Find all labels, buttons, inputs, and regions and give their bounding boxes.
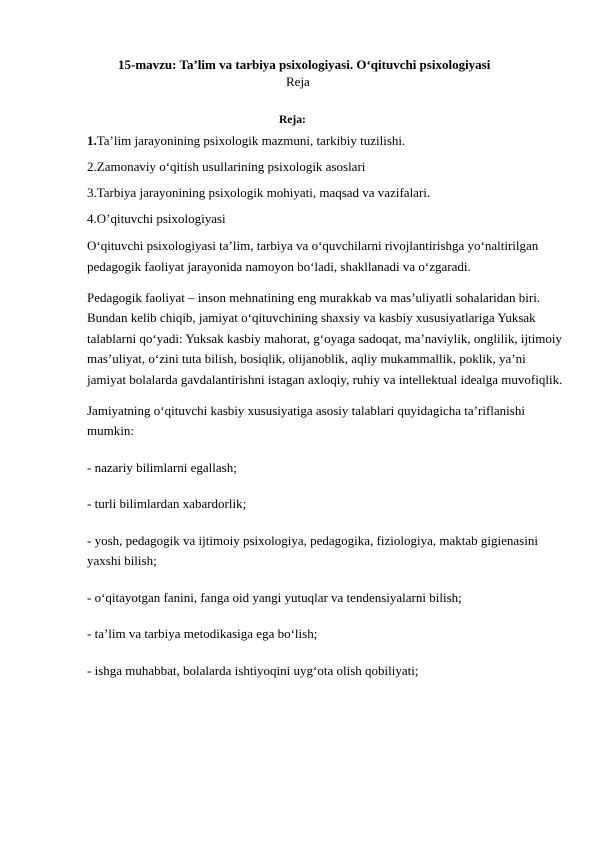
document-subtitle: Reja <box>286 74 310 89</box>
requirement-item: - yosh, pedagogik va ijtimoiy psixologiya, pedagogika, fiziologiya, maktab gigienasini yaxshi bilish; <box>87 532 538 568</box>
plan-item <box>87 180 430 206</box>
requirement-item: - turli bilimlardan xabardorlik; <box>87 496 247 511</box>
document-title: 15-mavzu: Ta’lim va tarbiya psixologiyasi. O‘qituvchi psixologiyasi <box>118 57 491 72</box>
plan-item-text: Ta’lim jarayonining psixologik mazmuni, tarkibiy tuzilishi. <box>96 133 406 148</box>
plan-item-number: 1. <box>87 133 97 148</box>
plan-item-number: 4. <box>87 211 97 226</box>
plan-item-number: 3. <box>87 185 97 200</box>
body-paragraph: O‘qituvchi psixologiyasi ta’lim, tarbiya va o‘quvchilarni rivojlantirishga yo‘naltirilgan pedagogik faoliyat jarayonida namoyon bo‘ladi, shakllanadi va o‘zgaradi. <box>87 238 539 274</box>
body-paragraph: Pedagogik faoliyat – inson mehnatining eng murakkab va mas’uliyatli sohalaridan biri. Bundan kelib chiqib, jamiyat o‘qituvchining shaxsiy va kasbiy xususiyatlariga Yuksak talablarni qo‘yadi: Yuksak kasbiy mahorat, g‘oyaga sadoqat, ma’naviylik, onglilik, ijtimoiy mas’uliyat, o‘zini tuta bilish, bosiqlik, olijanoblik, aqliy mukammallik, poklik, ya’ni jamiyat bolalarda gavdalantirishni istagan axloqiy, ruhiy va intellektual idealga muvofiqlik. <box>87 289 563 387</box>
plan-item <box>87 206 430 232</box>
requirement-item: - ta’lim va tarbiya metodikasiga ega bo‘lish; <box>87 626 318 641</box>
plan-item-text: O’qituvchi psixologiyasi <box>96 211 226 226</box>
requirement-item: - ishga muhabbat, bolalarda ishtiyoqini uyg‘ota olish qobiliyati; <box>87 662 419 678</box>
requirement-item: - nazariy bilimlarni egallash; <box>87 459 237 475</box>
plan-heading: Reja: <box>279 114 306 126</box>
plan-item-number: 2. <box>87 159 97 174</box>
requirement-item: - o‘qitayotgan fanini, fanga oid yangi yutuqlar va tendensiyalarni bilish; <box>87 589 462 605</box>
plan-list <box>87 128 430 232</box>
plan-item <box>87 128 430 154</box>
body-paragraph: Jamiyatning o‘qituvchi kasbiy xususiyatiga asosiy talablari quyidagicha ta’riflanishi mumkin: <box>87 402 525 438</box>
document-body <box>87 236 565 697</box>
plan-item <box>87 154 430 180</box>
plan-item-text: Tarbiya jarayonining psixologik mohiyati, maqsad va vazifalari. <box>96 185 431 200</box>
plan-item-text: Zamonaviy o‘qitish usullarining psixologik asoslari <box>96 159 366 174</box>
